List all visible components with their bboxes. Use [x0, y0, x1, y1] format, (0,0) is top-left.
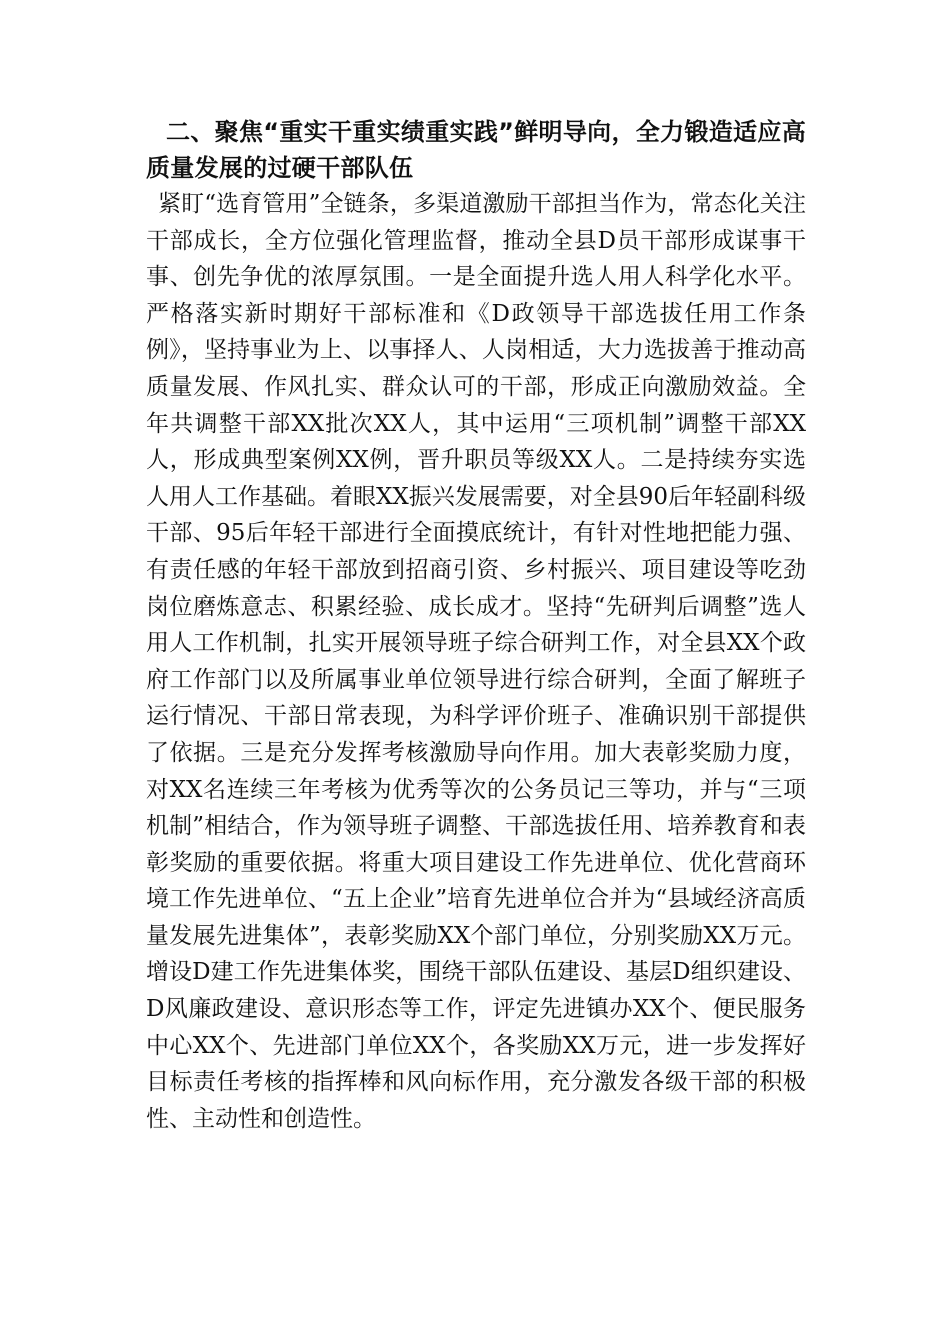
- section-heading: 二、聚焦“重实干重实绩重实践”鲜明导向，全力锻造适应高质量发展的过硬干部队伍: [146, 118, 806, 182]
- body-paragraph: 紧盯“选育管用”全链条，多渠道激励干部担当作为，常态化关注干部成长，全方位强化管理监督，推动全县D员干部形成谋事干事、创先争优的浓厚氛围。一是全面提升选人用人科学化水平。严格落实新时期好干部标准和《D政领导干部选拔任用工作条例》，坚持事业为上、以事择人、人岗相适，大力选拔善于推动高质量发展、作风扎实、群众认可的干部，形成正向激励效益。全年共调整干部XX批次XX人，其中运用“三项机制”调整干部XX人，形成典型案例XX例，晋升职员等级XX人。二是持续夯实选人用人工作基础。着眼XX振兴发展需要，对全县90后年轻副科级干部、95后年轻干部进行全面摸底统计，有针对性地把能力强、有责任感的年轻干部放到招商引资、乡村振兴、项目建设等吃劲岗位磨炼意志、积累经验、成长成才。坚持“先研判后调整”选人用人工作机制，扎实开展领导班子综合研判工作，对全县XX个政府工作部门以及所属事业单位领导进行综合研判，全面了解班子运行情况、干部日常表现，为科学评价班子、准确识别干部提供了依据。三是充分发挥考核激励导向作用。加大表彰奖励力度，对XX名连续三年考核为优秀等次的公务员记三等功，并与“三项机制”相结合，作为领导班子调整、干部选拔任用、培养教育和表彰奖励的重要依据。将重大项目建设工作先进单位、优化营商环境工作先进单位、“五上企业”培育先进单位合并为“县域经济高质量发展先进集体”，表彰奖励XX个部门单位，分别奖励XX万元。增设D建工作先进集体奖，围绕干部队伍建设、基层D组织建设、D风廉政建设、意识形态等工作，评定先进镇办XX个、便民服务中心XX个、先进部门单位XX个，各奖励XX万元，进一步发挥好目标责任考核的指挥棒和风向标作用，充分激发各级干部的积极性、主动性和创造性。: [146, 191, 807, 1132]
- document-content: [146, 114, 806, 1137]
